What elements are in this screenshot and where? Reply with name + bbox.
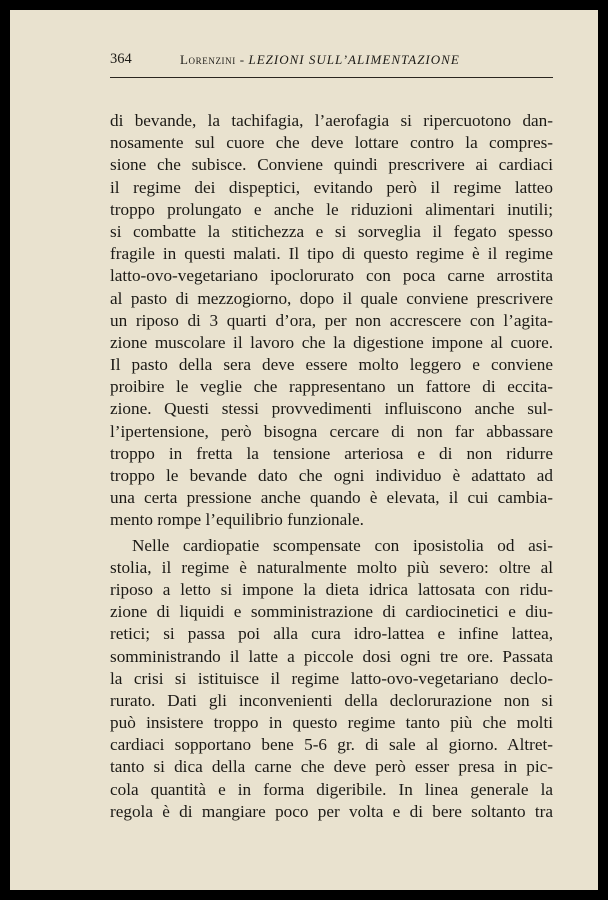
page-number: 364	[110, 51, 132, 67]
text-line: zione. Questi stessi provvedimenti influiscono anche sul-	[110, 399, 553, 419]
text-line: zione di liquidi e somministrazione di cardiocinetici e diu-	[110, 602, 553, 622]
text-line: la crisi si istituisce il regime latto-ovo-vegetariano declo-	[110, 668, 553, 688]
text-line: un riposo di 3 quarti d’ora, per non accrescere con l’agita-	[110, 310, 553, 330]
text-line: riposo a letto si impone la dieta idrica lattosata con ridu-	[110, 579, 553, 599]
text-line: cardiaci sopportano bene 5-6 gr. di sale al giorno. Altret-	[110, 735, 553, 755]
text-line: somministrando il latte a piccole dosi ogni tre ore. Passata	[110, 646, 553, 666]
author-name: Lorenzini	[180, 52, 236, 67]
header-rule	[110, 77, 553, 78]
text-line: Nelle cardiopatie scompensate con iposistolia od asi-	[132, 535, 553, 555]
header-separator: -	[235, 52, 249, 67]
book-page	[10, 10, 598, 890]
text-line: Il pasto della sera deve essere molto leggero e conviene	[110, 355, 553, 375]
text-line: rurato. Dati gli inconvenienti della declorurazione non si	[110, 690, 553, 710]
text-line: regola è di mangiare poco per volta e di bere soltanto tra	[110, 801, 553, 821]
text-line: di bevande, la tachifagia, l’aerofagia si ripercuotono dan-	[110, 111, 553, 130]
text-line: tanto si dica della carne che deve però esser presa in pic-	[110, 757, 553, 777]
paragraph	[110, 535, 553, 823]
text-line: troppo prolungato e anche le riduzioni alimentari inutili;	[110, 199, 553, 219]
body-text	[110, 110, 553, 823]
text-line: latto-ovo-vegetariano ipoclorurato con poca carne arrostita	[110, 266, 553, 286]
text-line: si combatte la stitichezza e si sorveglia il fegato spesso	[110, 221, 553, 241]
text-line: zione muscolare il lavoro che la digestione impone al cuore.	[110, 332, 553, 352]
text-line: nosamente sul cuore che deve lottare contro la compres-	[110, 133, 553, 153]
text-line: fragile in questi malati. Il tipo di questo regime è il regime	[110, 244, 553, 264]
text-line: l’ipertensione, però bisogna cercare di non far abbassare	[110, 421, 553, 441]
book-title: LEZIONI SULL’ALIMENTAZIONE	[248, 52, 460, 67]
text-line: stolia, il regime è naturalmente molto più severo: oltre al	[110, 557, 553, 577]
text-line: il regime dei dispeptici, evitando però il regime latteo	[110, 177, 553, 197]
paragraph	[110, 110, 553, 532]
text-line: può insistere troppo in questo regime tanto più che molti	[110, 713, 553, 733]
text-line: sione che subisce. Conviene quindi prescrivere ai cardiaci	[110, 155, 553, 175]
text-line: una certa pressione anche quando è elevata, il cui cambia-	[110, 488, 553, 508]
text-line: proibire le veglie che rappresentano un fattore di eccita-	[110, 377, 553, 397]
running-head	[180, 52, 460, 68]
text-line: cola quantità e in forma digeribile. In linea generale la	[110, 779, 553, 799]
text-line: mento rompe l’equilibrio funzionale.	[110, 510, 364, 530]
running-header	[110, 50, 553, 78]
text-line: al pasto di mezzogiorno, dopo il quale conviene prescrivere	[110, 288, 553, 308]
text-line: troppo le bevande dato che ogni individuo è adattato ad	[110, 466, 553, 485]
text-line: troppo in fretta la tensione arteriosa e di non ridurre	[110, 443, 553, 463]
text-line: retici; si passa poi alla cura idro-lattea e infine lattea,	[110, 624, 553, 644]
